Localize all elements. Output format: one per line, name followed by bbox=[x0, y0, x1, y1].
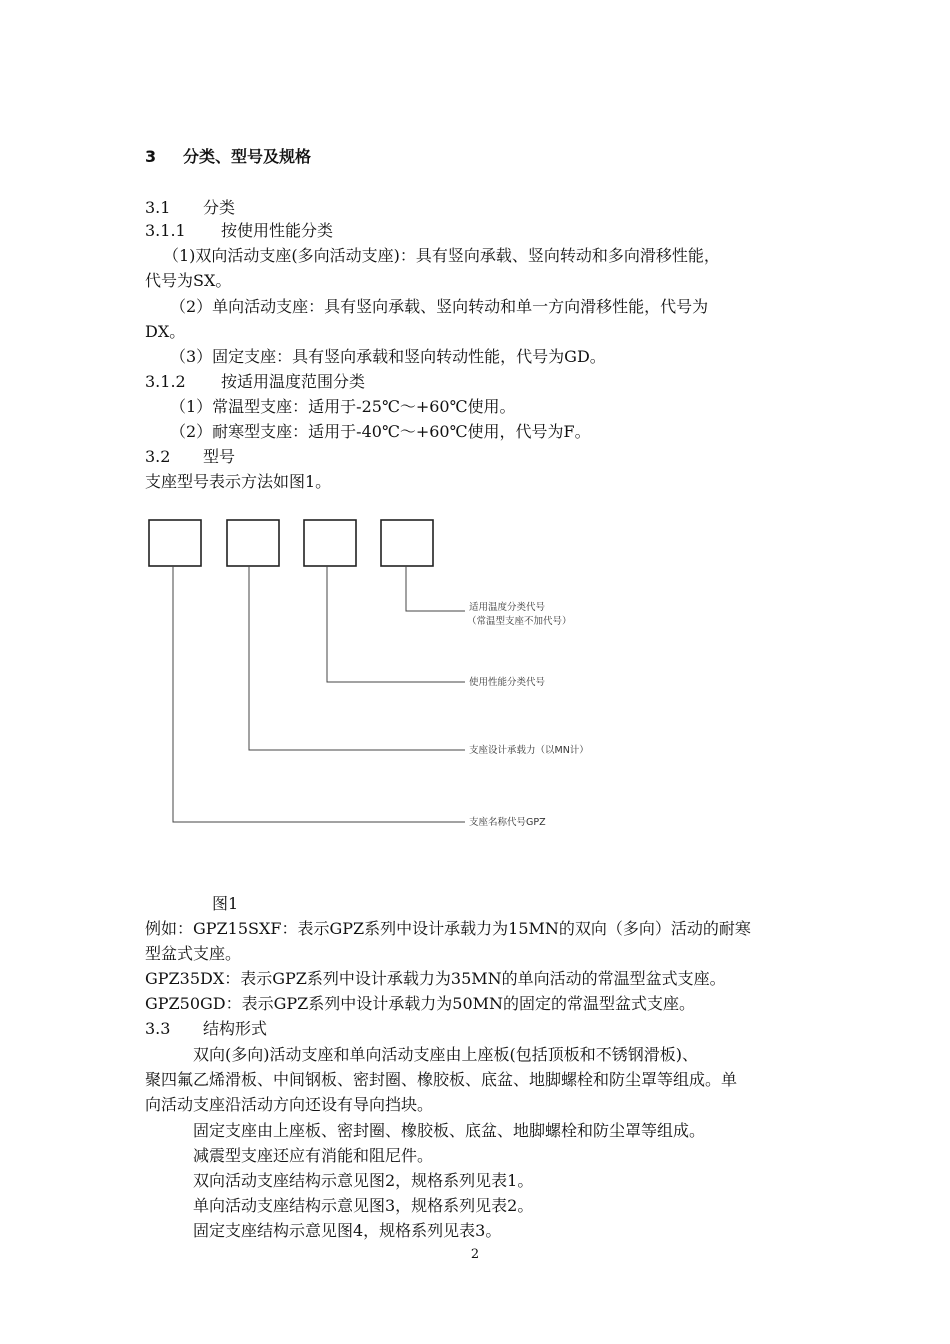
section-3-3-heading bbox=[145, 1018, 267, 1040]
paragraph-line: 代号为SX。 bbox=[145, 271, 232, 290]
section-number: 3.3 bbox=[145, 1019, 171, 1038]
paragraph-line: （1）常温型支座：适用于-25℃～+60℃使用。 bbox=[170, 397, 516, 416]
label-name: 支座名称代号GPZ bbox=[469, 817, 546, 828]
leader-temperature bbox=[406, 566, 465, 611]
paragraph-line: 减震型支座还应有消能和阻尼件。 bbox=[193, 1146, 434, 1165]
section-3-1-heading bbox=[145, 197, 235, 219]
page-number: 2 bbox=[470, 1247, 480, 1262]
label-temperature: 适用温度分类代号 bbox=[469, 602, 546, 613]
model-designation-diagram bbox=[145, 515, 605, 845]
section-3-1-2-heading bbox=[145, 371, 365, 393]
paragraph-line: 型盆式支座。 bbox=[145, 944, 242, 963]
code-box-name bbox=[149, 520, 201, 566]
paragraph-line: GPZ50GD：表示GPZ系列中设计承载力为50MN的固定的常温型盆式支座。 bbox=[145, 994, 696, 1013]
section-number: 3.1.1 bbox=[145, 221, 186, 240]
code-box-temperature bbox=[381, 520, 433, 566]
paragraph-line: 双向活动支座结构示意见图2，规格系列见表1。 bbox=[193, 1171, 534, 1190]
paragraph-line: 固定支座由上座板、密封圈、橡胶板、底盆、地脚螺栓和防尘罩等组成。 bbox=[193, 1121, 706, 1140]
section-title: 分类、型号及规格 bbox=[183, 147, 312, 166]
section-number: 3.2 bbox=[145, 447, 171, 466]
section-title: 分类 bbox=[203, 198, 236, 217]
section-title: 按适用温度范围分类 bbox=[221, 372, 366, 391]
paragraph-line: （2）单向活动支座：具有竖向承载、竖向转动和单一方向滑移性能，代号为 bbox=[170, 297, 709, 316]
paragraph-line: 支座型号表示方法如图1。 bbox=[145, 472, 332, 491]
label-load: 支座设计承载力（以MN计） bbox=[469, 745, 589, 756]
paragraph-line: （2）耐寒型支座：适用于-40℃～+60℃使用，代号为F。 bbox=[170, 422, 591, 441]
figure-caption: 图1 bbox=[212, 894, 239, 913]
paragraph-line: 固定支座结构示意见图4，规格系列见表3。 bbox=[193, 1221, 502, 1240]
section-3-1-1-heading bbox=[145, 220, 333, 242]
section-title: 按使用性能分类 bbox=[221, 221, 334, 240]
section-number: 3.1 bbox=[145, 198, 171, 217]
paragraph-line: （3）固定支座：具有竖向承载和竖向转动性能，代号为GD。 bbox=[170, 347, 606, 366]
section-title: 结构形式 bbox=[203, 1019, 268, 1038]
section-title: 型号 bbox=[203, 447, 236, 466]
code-box-performance bbox=[304, 520, 356, 566]
leader-performance bbox=[327, 566, 465, 682]
section-number: 3.1.2 bbox=[145, 372, 186, 391]
section-3-2-heading bbox=[145, 446, 235, 468]
paragraph-line: GPZ35DX：表示GPZ系列中设计承载力为35MN的单向活动的常温型盆式支座。 bbox=[145, 969, 726, 988]
label-performance: 使用性能分类代号 bbox=[469, 677, 546, 688]
label-temperature-note: （常温型支座不加代号） bbox=[467, 616, 572, 627]
paragraph-line: 例如：GPZ15SXF：表示GPZ系列中设计承载力为15MN的双向（多向）活动的耐寒 bbox=[145, 919, 751, 938]
paragraph-line: 聚四氟乙烯滑板、中间钢板、密封圈、橡胶板、底盆、地脚螺栓和防尘罩等组成。单 bbox=[145, 1070, 738, 1089]
leader-load bbox=[249, 566, 465, 750]
paragraph-line: 向活动支座沿活动方向还设有导向挡块。 bbox=[145, 1095, 434, 1114]
paragraph-line: 单向活动支座结构示意见图3，规格系列见表2。 bbox=[193, 1196, 534, 1215]
leader-name bbox=[173, 566, 465, 822]
paragraph-line: （1)双向活动支座(多向活动支座)：具有竖向承载、竖向转动和多向滑移性能， bbox=[163, 246, 720, 265]
section-3-heading bbox=[145, 146, 311, 168]
paragraph-line: 双向(多向)活动支座和单向活动支座由上座板(包括顶板和不锈钢滑板)、 bbox=[193, 1045, 698, 1064]
paragraph-line: DX。 bbox=[145, 322, 186, 341]
code-box-load bbox=[227, 520, 279, 566]
section-number: 3 bbox=[145, 147, 157, 166]
